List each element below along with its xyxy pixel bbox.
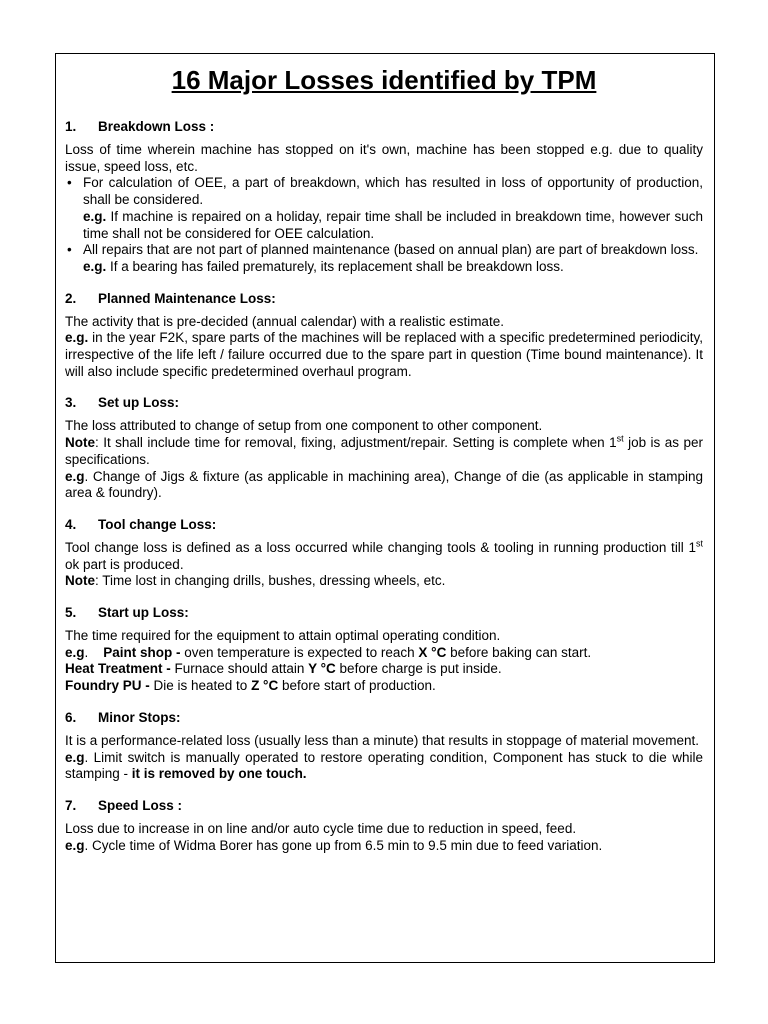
section-heading: 2. Planned Maintenance Loss: <box>65 290 276 306</box>
list-item: • For calculation of OEE, a part of breakdown, which has resulted in loss of opportunity of production, shall be considered. e.g. If machine is repaired on a holiday, repair time shall be included in breakdown time, however such time shall not be considered for OEE calculation. <box>67 175 703 241</box>
document-body <box>65 60 703 854</box>
section-note: Note: It shall include time for removal, fixing, adjustment/repair. Setting is complete when 1st job is as per specifications. <box>65 433 703 467</box>
section-note: Note: Time lost in changing drills, bushes, dressing wheels, etc. <box>65 573 446 589</box>
section-heading: 4. Tool change Loss: <box>65 516 217 532</box>
section-text: The loss attributed to change of setup from one component to other component. <box>65 418 543 434</box>
section-heading: 5. Start up Loss: <box>65 605 189 621</box>
section-heading: 7. Speed Loss : <box>65 797 183 813</box>
section-text: Tool change loss is defined as a loss occurred while changing tools & tooling in running production till 1st ok part is produced. <box>65 538 703 572</box>
page-title: 16 Major Losses identified by TPM <box>171 65 597 95</box>
section-intro: Loss of time wherein machine has stopped on it's own, machine has been stopped e.g. due to quality issue, speed loss, etc. <box>65 142 703 174</box>
section-example: e.g. Limit switch is manually operated to restore operating condition, Component has stuck to die while stamping - it is removed by one touch. <box>65 749 703 782</box>
section-text: Loss due to increase in on line and/or auto cycle time due to reduction in speed, feed. <box>65 820 577 836</box>
section-example: e.g. Change of Jigs & fixture (as applicable in machining area), Change of die (as applicable in stamping area & foundry). <box>65 468 703 501</box>
section-text: The activity that is pre-decided (annual calendar) with a realistic estimate. <box>65 313 504 329</box>
bullet-icon: • <box>67 175 72 191</box>
section-text: It is a performance-related loss (usually less than a minute) that results in stoppage of material movement. <box>65 732 700 748</box>
section-text: The time required for the equipment to attain optimal operating condition. <box>65 628 501 644</box>
section-planned-maintenance-loss <box>65 290 703 381</box>
section-speed-loss <box>65 797 703 854</box>
section-example-foundry: Foundry PU - Die is heated to Z °C before start of production. <box>65 678 436 694</box>
section-tool-change-loss <box>65 516 703 590</box>
section-example: e.g. in the year F2K, spare parts of the machines will be replaced with a specific predetermined periodicity, irrespective of the life left / failure occurred due to the spare part in question (Time bound maintenance). It will also include specific predetermined overhaul program. <box>65 330 703 379</box>
section-heading: 3. Set up Loss: <box>65 395 180 411</box>
section-example-heat: Heat Treatment - Furnace should attain Y °C before charge is put inside. <box>65 661 502 677</box>
bullet-list <box>65 175 703 275</box>
section-heading: 6. Minor Stops: <box>65 709 181 725</box>
bullet-icon: • <box>67 242 72 258</box>
section-minor-stops <box>65 709 703 783</box>
section-example: e.g. Paint shop - oven temperature is expected to reach X °C before baking can start. <box>65 644 592 660</box>
list-item: • All repairs that are not part of planned maintenance (based on annual plan) are part of breakdown loss. e.g. If a bearing has failed prematurely, its replacement shall be breakdown loss. <box>67 242 699 274</box>
section-breakdown-loss <box>65 118 703 276</box>
section-set-up-loss <box>65 394 703 502</box>
section-heading: 1. Breakdown Loss : <box>65 119 215 134</box>
section-start-up-loss <box>65 604 703 695</box>
section-example: e.g. Cycle time of Widma Borer has gone up from 6.5 min to 9.5 min due to feed variation. <box>65 837 603 853</box>
